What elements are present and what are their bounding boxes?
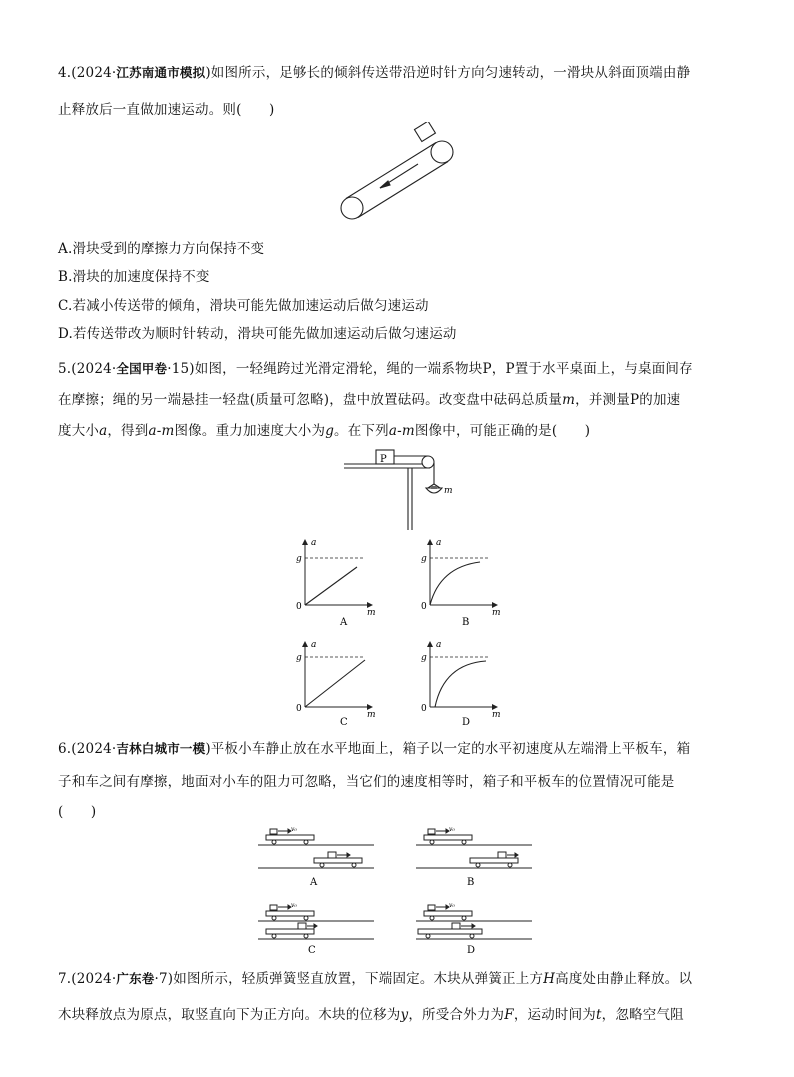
graph-b-g-label: g: [421, 554, 427, 564]
q7-var-h: H: [543, 971, 556, 987]
pulley-figure: [340, 446, 460, 532]
graph-d-curve: [435, 661, 486, 707]
q7-stem-2b: ，所受合外力为: [408, 1007, 505, 1023]
q5-stem-3d: 。在下列: [334, 423, 389, 439]
graph-a-x-label: m: [367, 608, 376, 618]
q7-stem-2d: ，忽略空气阻: [601, 1007, 684, 1023]
q5-stem-3c: 图像。重力加速度大小为: [174, 423, 326, 439]
q5-source: 全国甲卷: [116, 361, 168, 376]
cart-d-v0-label: v₀: [449, 902, 455, 909]
q6-line-2: 子和车之间有摩擦，地面对小车的阻力可忽略，当它们的速度相等时，箱子和平板车的位置情况可能是: [58, 774, 675, 790]
cart-d-label: D: [467, 945, 476, 956]
q4-option-c: C.若减小传送带的倾角，滑块可能先做加速运动后做匀速运动: [58, 298, 429, 314]
graph-b-label: B: [462, 617, 470, 628]
q7-var-f: F: [504, 1007, 514, 1023]
cart-option-d: [416, 905, 532, 939]
q4-option-d: D.若传送带改为顺时针转动，滑块可能先做加速运动后做匀速运动: [58, 326, 457, 342]
q6-source: 吉林白城市一模: [116, 741, 206, 756]
q5-stem-2b: ，并测量P的加速: [575, 392, 681, 408]
q5-var-g: g: [325, 423, 335, 439]
graph-c-g-label: g: [296, 653, 302, 663]
graph-a-label: A: [340, 617, 348, 628]
q7-var-t: t: [596, 1007, 602, 1023]
graph-b-y-label: a: [436, 538, 442, 548]
q4-option-a: A.滑块受到的摩擦力方向保持不变: [58, 241, 265, 257]
q5-var-am: a-m: [148, 423, 175, 439]
graph-b: [421, 538, 501, 628]
q6-line-3: ( ): [58, 804, 97, 820]
q5-stem-2: 在摩擦；绳的另一端悬挂一轻盘(质量可忽略)，盘中放置砝码。改变盘中砝码总质量: [58, 392, 563, 408]
q7-stem-1c: 高度处由静止释放。以: [555, 971, 693, 987]
q5-line-1: [58, 357, 693, 377]
cart-option-a: [258, 829, 374, 868]
cart-option-c: [258, 905, 374, 939]
graph-c-curve: [305, 660, 365, 707]
graph-a-origin: 0: [296, 602, 302, 612]
q4-number: 4.(2024·: [58, 65, 117, 81]
graph-a-y-label: a: [311, 538, 317, 548]
q6-number: 6.(2024·: [58, 741, 117, 757]
cart-b-v0-label: v₀: [449, 826, 455, 833]
q5-stem-3e: 图像中，可能正确的是( ): [414, 423, 591, 439]
q7-line-2: [58, 1003, 684, 1023]
q5-line-3: [58, 419, 590, 439]
cart-a-label: A: [310, 877, 318, 888]
graph-c-y-label: a: [311, 640, 317, 650]
graph-a-curve: [305, 567, 357, 605]
q5-var-am-2: a-m: [388, 423, 415, 439]
graph-b-origin: 0: [421, 602, 427, 612]
q6-stem-1: )平板小车静止放在水平地面上，箱子以一定的水平初速度从左端滑上平板车，箱: [205, 741, 691, 757]
q5-var-a: a: [99, 423, 108, 439]
mass-m-label: m: [444, 486, 453, 496]
cart-b-label: B: [467, 877, 475, 888]
q6-line-1: [58, 737, 690, 757]
q7-var-y: y: [400, 1007, 409, 1023]
graph-d-origin: 0: [421, 704, 427, 714]
block-p-label: P: [380, 454, 387, 465]
cart-option-b: [416, 829, 532, 868]
q5-var-m: m: [562, 392, 576, 408]
graph-b-curve: [430, 562, 480, 605]
graph-d-y-label: a: [436, 640, 442, 650]
graph-d-g-label: g: [421, 653, 427, 663]
q4-option-b: B.滑块的加速度保持不变: [58, 269, 210, 285]
q5-stem-3b: ，得到: [107, 423, 149, 439]
graph-c-x-label: m: [367, 710, 376, 720]
graph-a-g-label: g: [296, 554, 302, 564]
q7-number: 7.(2024·: [58, 971, 117, 987]
graph-d: [421, 640, 501, 728]
graph-c: [296, 640, 376, 728]
q4-line-2: 止释放后一直做加速运动。则( ): [58, 102, 275, 118]
graph-d-label: D: [462, 717, 471, 728]
q5-stem-3a: 度大小: [58, 423, 100, 439]
q7-line-1: [58, 967, 692, 987]
cart-c-v0-label: v₀: [291, 902, 297, 909]
q7-stem-2c: ，运动时间为: [513, 1007, 597, 1023]
q4-stem-1: )如图所示，足够长的倾斜传送带沿逆时针方向匀速转动，一滑块从斜面顶端由静: [205, 65, 691, 81]
graph-b-x-label: m: [492, 608, 501, 618]
cart-c-label: C: [308, 945, 316, 956]
q5-line-2: [58, 388, 680, 408]
q7-stem-1: ·7)如图所示，轻质弹簧竖直放置，下端固定。木块从弹簧正上方: [154, 971, 544, 987]
q4-source: 江苏南通市模拟: [116, 65, 206, 80]
conveyor-belt-figure: [330, 122, 470, 230]
graph-a: [296, 538, 376, 628]
cart-options-figure: [258, 824, 538, 956]
q5-stem-1: ·15)如图，一轻绳跨过光滑定滑轮，绳的一端系物块P，P置于水平桌面上，与桌面间存: [167, 361, 693, 377]
graph-d-x-label: m: [492, 710, 501, 720]
cart-a-v0-label: v₀: [291, 826, 297, 833]
q7-stem-2a: 木块释放点为原点，取竖直向下为正方向。木块的位移为: [58, 1007, 401, 1023]
graph-c-label: C: [340, 717, 348, 728]
q5-number: 5.(2024·: [58, 361, 117, 377]
q7-source: 广东卷: [116, 971, 155, 986]
q4-line-1: [58, 61, 690, 81]
graph-c-origin: 0: [296, 704, 302, 714]
a-m-graph-options: [285, 535, 515, 730]
